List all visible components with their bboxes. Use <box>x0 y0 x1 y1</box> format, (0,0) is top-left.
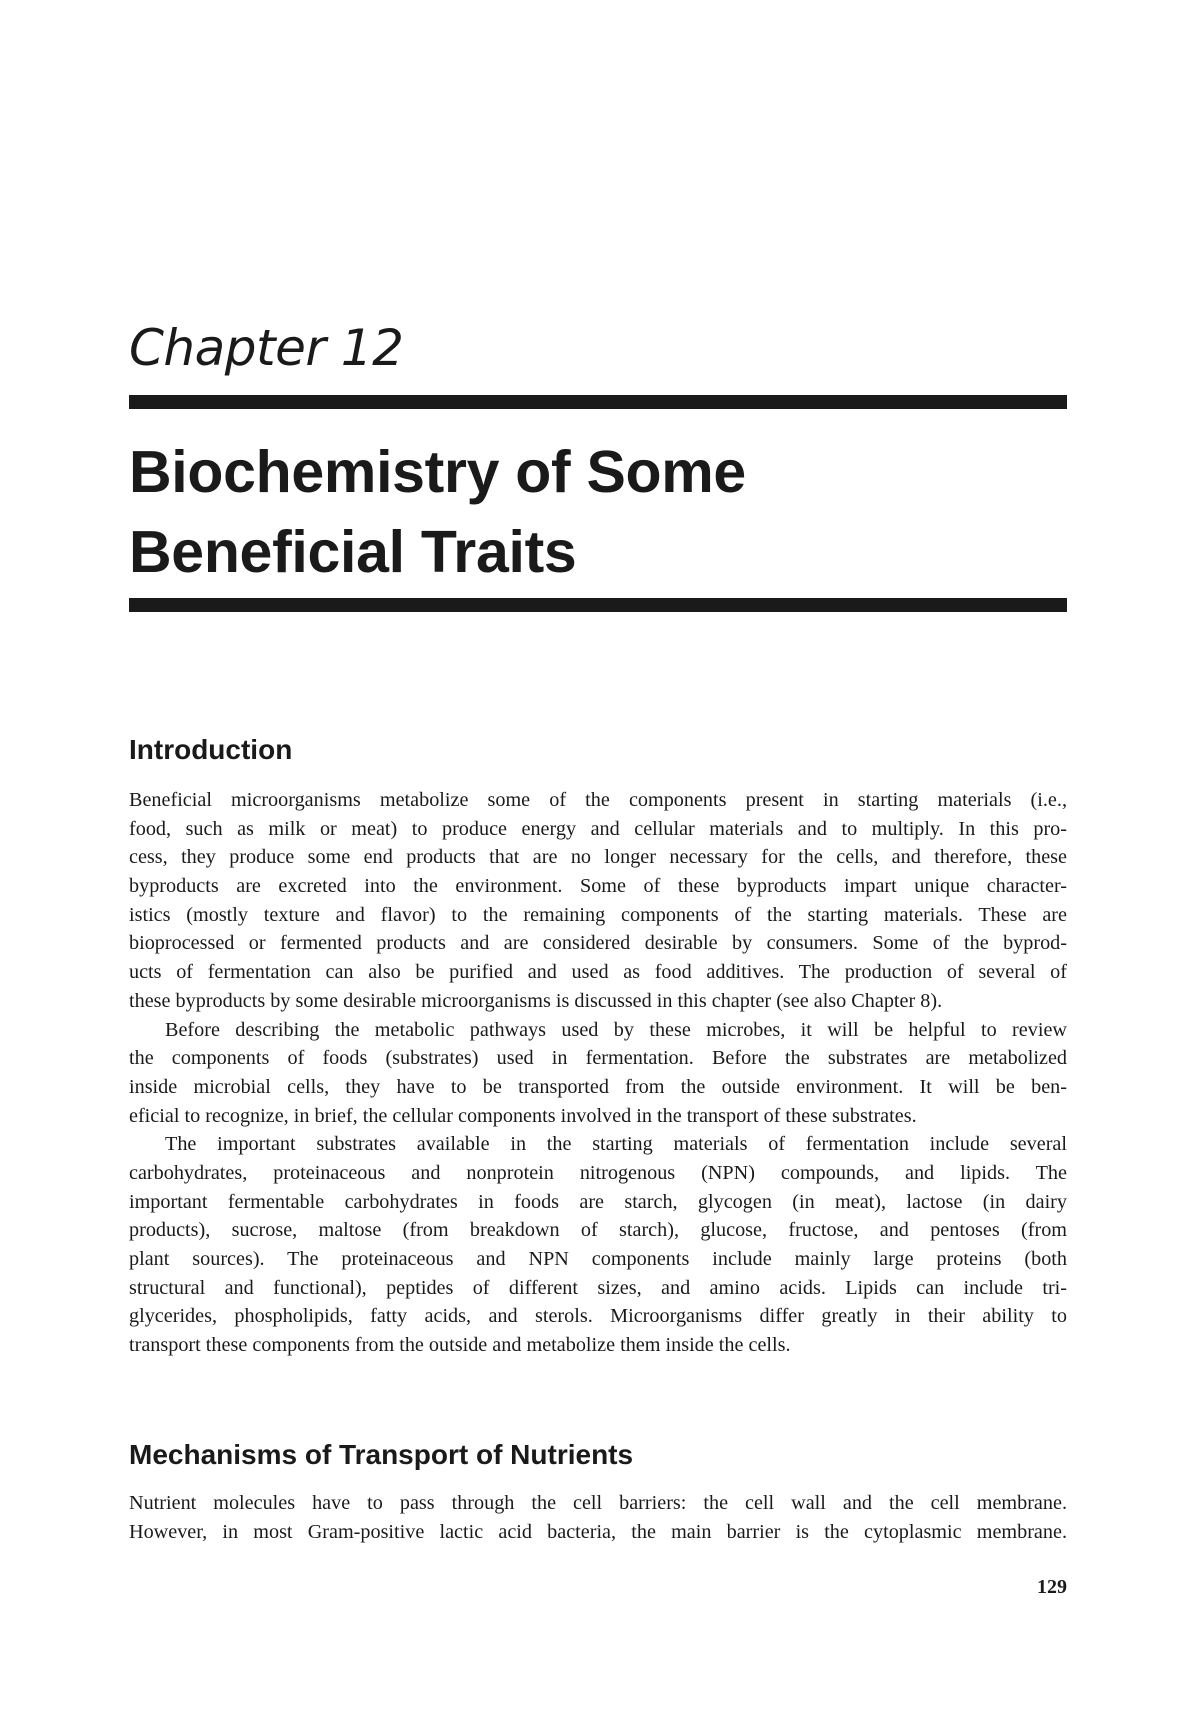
chapter-label: Chapter 12 <box>129 319 404 377</box>
text-line: bioprocessed or fermented products and are considered desirable by consumers. Some of the byprod- <box>129 932 1067 955</box>
text-line: transport these components from the outside and metabolize them inside the cells. <box>129 1334 791 1357</box>
text-line: Nutrient molecules have to pass through the cell barriers: the cell wall and the cell membrane. <box>129 1492 1067 1514</box>
text-line: glycerides, phospholipids, fatty acids, and sterols. Microorganisms differ greatly in their ability to <box>129 1305 1067 1328</box>
chapter-rule-bottom <box>129 598 1067 612</box>
text-line: food, such as milk or meat) to produce energy and cellular materials and to multiply. In this pro- <box>129 817 1067 840</box>
text-line: Before describing the metabolic pathways used by these microbes, it will be helpful to review <box>165 1018 1067 1041</box>
text-line: products), sucrose, maltose (from breakdown of starch), glucose, fructose, and pentoses (from <box>129 1219 1067 1242</box>
introduction-body <box>129 786 1067 1360</box>
text-line: However, in most Gram-positive lactic acid bacteria, the main barrier is the cytoplasmic membrane. <box>129 1520 1067 1543</box>
text-line: structural and functional), peptides of different sizes, and amino acids. Lipids can include tri- <box>129 1276 1067 1299</box>
text-line: inside microbial cells, they have to be transported from the outside environment. It will be ben- <box>129 1075 1067 1098</box>
chapter-title <box>129 432 1067 592</box>
text-line: The important substrates available in the starting materials of fermentation include several <box>165 1133 1067 1156</box>
text-line: istics (mostly texture and flavor) to the remaining components of the starting materials. These are <box>129 903 1067 926</box>
mechanisms-body <box>129 1489 1067 1546</box>
text-line: important fermentable carbohydrates in foods are starch, glycogen (in meat), lactose (in dairy <box>129 1190 1067 1213</box>
text-line: byproducts are excreted into the environment. Some of these byproducts impart unique character- <box>129 875 1067 898</box>
page-number: 129 <box>1037 1576 1067 1598</box>
text-line: carbohydrates, proteinaceous and nonprotein nitrogenous (NPN) compounds, and lipids. The <box>129 1161 1067 1184</box>
section-heading-mechanisms-of-transport: Mechanisms of Transport of Nutrients <box>129 1439 634 1470</box>
chapter-title-line: Biochemistry of Some <box>129 439 746 505</box>
text-line: the components of foods (substrates) used in fermentation. Before the substrates are metabolized <box>129 1047 1067 1070</box>
text-line: these byproducts by some desirable microorganisms is discussed in this chapter (see also Chapter 8). <box>129 989 943 1012</box>
text-line: plant sources). The proteinaceous and NPN components include mainly large proteins (both <box>129 1248 1067 1270</box>
chapter-rule-top <box>129 395 1067 409</box>
text-line: Beneficial microorganisms metabolize some of the components present in starting materials (i.e., <box>129 789 1067 811</box>
text-line: eficial to recognize, in brief, the cellular components involved in the transport of these substrates. <box>129 1104 917 1127</box>
text-line: cess, they produce some end products that are no longer necessary for the cells, and therefore, these <box>129 846 1067 869</box>
text-line: ucts of fermentation can also be purified and used as food additives. The production of several of <box>129 961 1067 984</box>
chapter-title-line: Beneficial Traits <box>129 519 577 585</box>
section-heading-introduction: Introduction <box>129 734 293 765</box>
